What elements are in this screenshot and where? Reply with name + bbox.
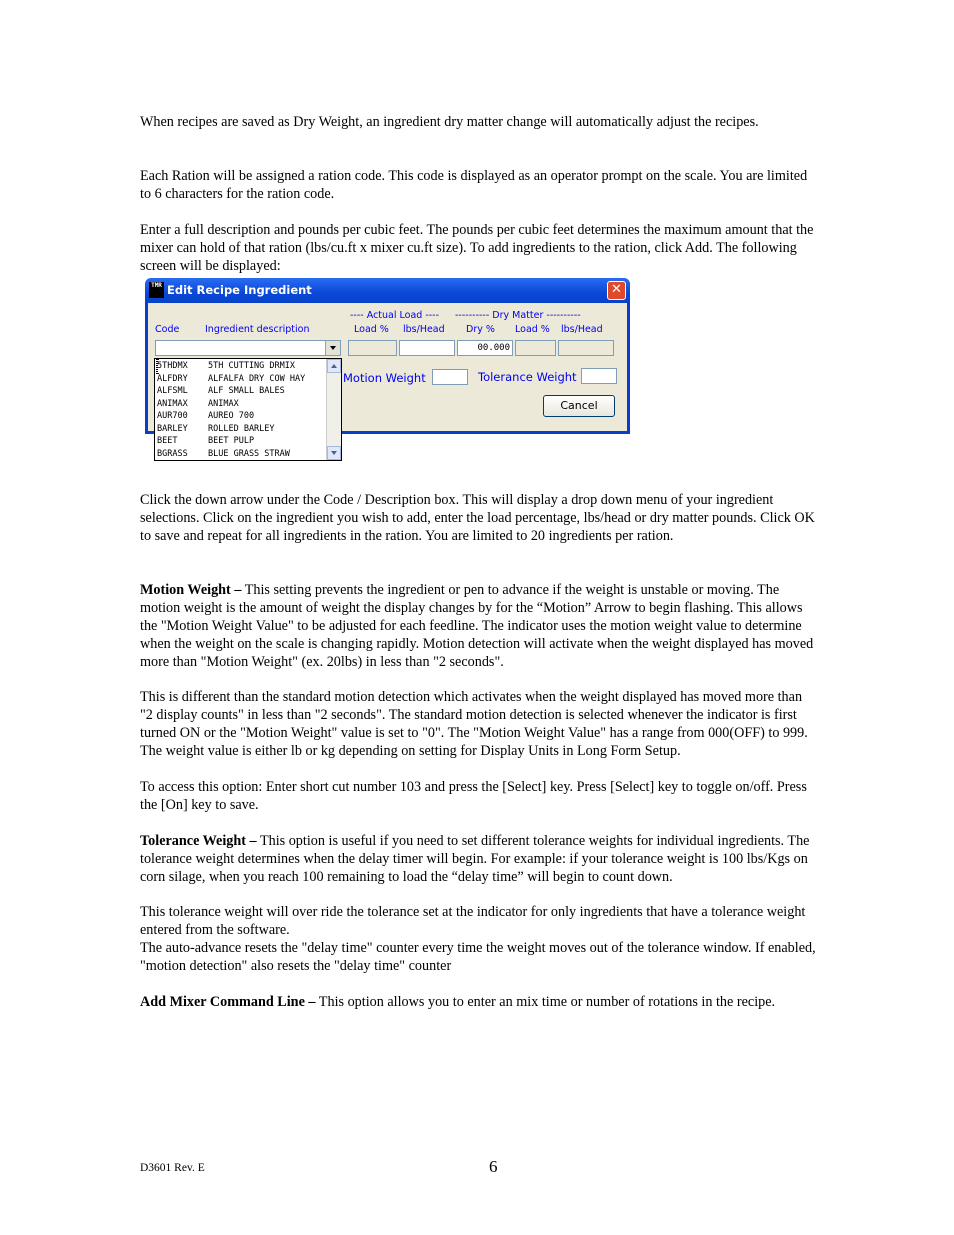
- ingredient-desc: BLUE GRASS STRAW: [208, 448, 290, 459]
- paragraph-tolerance-weight-3: The auto-advance resets the "delay time" counter every time the weight moves out of the tolerance window. If enabled, "motion detection" also resets the "delay time" counter: [140, 940, 816, 974]
- motion-weight-label: Motion Weight: [343, 371, 426, 385]
- ingredient-code: ALFDRY: [157, 373, 188, 384]
- ingredient-desc: AUREO 700: [208, 411, 255, 421]
- tolerance-weight-text: This option is useful if you need to set different tolerance weights for individual ingredients. The tolerance weight determines when the delay timer will begin. For example: if your tolerance weight is 100 lbs/Kgs on corn silage, when you reach 100 remaining to load the “delay time” will begin to count down.: [140, 833, 810, 885]
- ingredient-code: BEET: [157, 436, 178, 446]
- cancel-button[interactable]: Cancel: [543, 395, 615, 417]
- motion-weight-heading: Motion Weight –: [140, 582, 242, 598]
- dialog-titlebar[interactable]: [145, 278, 630, 303]
- close-icon: ✕: [611, 282, 622, 297]
- column-lbs-head: lbs/Head: [403, 324, 445, 335]
- close-button[interactable]: [607, 281, 626, 300]
- column-code: Code: [155, 324, 180, 335]
- paragraph-mixer-command: [140, 993, 816, 1011]
- tolerance-weight-heading: Tolerance Weight –: [140, 833, 257, 849]
- ingredient-desc: ROLLED BARLEY: [208, 423, 275, 434]
- paragraph-motion-weight-2: This is different than the standard motion detection which activates when the weight displayed has moved more than "2 display counts" in less than "2 seconds". The standard motion detection is selected whenever the indicator is first turned ON or the "Motion Weight" value is set to "0". The "Motion Weight Value" has a range from 000(OFF) to 999. The weight value is either lb or kg depending on setting for Display Units in Long Form Setup.: [140, 689, 808, 759]
- list-scrollbar[interactable]: [326, 359, 341, 460]
- column-dm-load-pct: Load %: [515, 324, 550, 335]
- page-number: 6: [489, 1157, 498, 1176]
- motion-weight-input[interactable]: [432, 369, 468, 385]
- ingredient-code: BGRASS: [157, 448, 188, 459]
- ingredient-dropdown-list[interactable]: [154, 358, 342, 461]
- paragraph-tolerance-weight-2: This tolerance weight will over ride the tolerance set at the indicator for only ingredients that have a tolerance weight entered from the software.: [140, 904, 806, 938]
- dialog-title: Edit Recipe Ingredient: [167, 283, 312, 297]
- chevron-down-icon[interactable]: [325, 341, 340, 355]
- column-dry-pct: Dry %: [466, 324, 495, 335]
- column-dm-lbs-head: lbs/Head: [561, 324, 603, 335]
- ingredient-desc: 5TH CUTTING DRMIX: [208, 361, 295, 371]
- dry-pct-field[interactable]: [457, 340, 513, 356]
- paragraph-ration-code: Each Ration will be assigned a ration code. This code is displayed as an operator prompt on the scale. You are limited to 6 characters for the ration code.: [140, 168, 808, 202]
- mixer-command-text: This option allows you to enter an mix time or number of rotations in the recipe.: [315, 994, 776, 1010]
- ingredient-desc: ALFALFA DRY COW HAY: [208, 373, 306, 384]
- actual-load-header: ---- Actual Load ----: [350, 310, 440, 321]
- tolerance-weight-label: Tolerance Weight: [478, 370, 577, 384]
- ingredient-combo[interactable]: [155, 340, 341, 356]
- load-pct-field: [348, 340, 397, 356]
- column-load-pct: Load %: [354, 324, 389, 335]
- ingredient-code: AUR700: [157, 411, 188, 421]
- ingredient-code: ANIMAX: [157, 398, 188, 409]
- footer-doc-id: D3601 Rev. E: [140, 1162, 205, 1174]
- lbs-head-field[interactable]: [399, 340, 455, 356]
- paragraph-dropdown-instructions: Click the down arrow under the Code / Description box. This will display a drop down menu of your ingredient selections. Click on the ingredient you wish to add, enter the load percentage, lbs/head or dry matter pounds. Click OK to save and repeat for all ingredients in the ration. You are limited to 20 ingredients per ration.: [140, 492, 815, 544]
- dm-load-pct-field: [515, 340, 556, 356]
- tolerance-weight-input[interactable]: [581, 368, 617, 384]
- column-ingredient-description: Ingredient description: [205, 324, 310, 335]
- scroll-up-icon[interactable]: [327, 359, 341, 373]
- dry-pct-value: 00.000: [477, 343, 510, 353]
- ingredient-code: ALFSML: [157, 386, 188, 396]
- paragraph-dry-weight: When recipes are saved as Dry Weight, an ingredient dry matter change will automatically adjust the recipes.: [140, 114, 759, 130]
- scroll-down-icon[interactable]: [327, 446, 341, 460]
- ingredient-code: 5THDMX: [157, 361, 188, 371]
- mixer-command-heading: Add Mixer Command Line –: [140, 994, 316, 1010]
- ingredient-code: BARLEY: [157, 423, 188, 434]
- ingredient-desc: ALF SMALL BALES: [208, 386, 285, 396]
- motion-weight-text: This setting prevents the ingredient or pen to advance if the weight is unstable or moving. The motion weight is the amount of weight the display changes by for the “Motion” Arrow to begin flashing. This allows the "Motion Weight Value" to be adjusted for each feedline. The indicator uses the motion weight value to determine when the weight on the scale is changing rapidly. Motion detection will activate when the weight displayed has moved more than "Motion Weight" (ex. 20lbs) in less than "2 seconds".: [140, 582, 814, 670]
- ingredient-desc: ANIMAX: [208, 398, 239, 409]
- paragraph-tolerance-weight: [140, 832, 816, 886]
- app-icon: TMR: [149, 282, 164, 298]
- paragraph-motion-weight: [140, 581, 816, 671]
- ingredient-desc: BEET PULP: [208, 436, 255, 446]
- dry-matter-header: ---------- Dry Matter ----------: [455, 310, 581, 321]
- dm-lbs-head-field: [558, 340, 614, 356]
- paragraph-description: Enter a full description and pounds per cubic feet. The pounds per cubic feet determines the maximum amount that the mixer can hold of that ration (lbs/cu.ft x mixer cu.ft size). To add ingredients to the ration, click Add. The following screen will be displayed:: [140, 222, 814, 274]
- paragraph-motion-weight-3: To access this option: Enter short cut number 103 and press the [Select] key. Press [Select] key to toggle on/off. Press the [On] key to save.: [140, 779, 807, 813]
